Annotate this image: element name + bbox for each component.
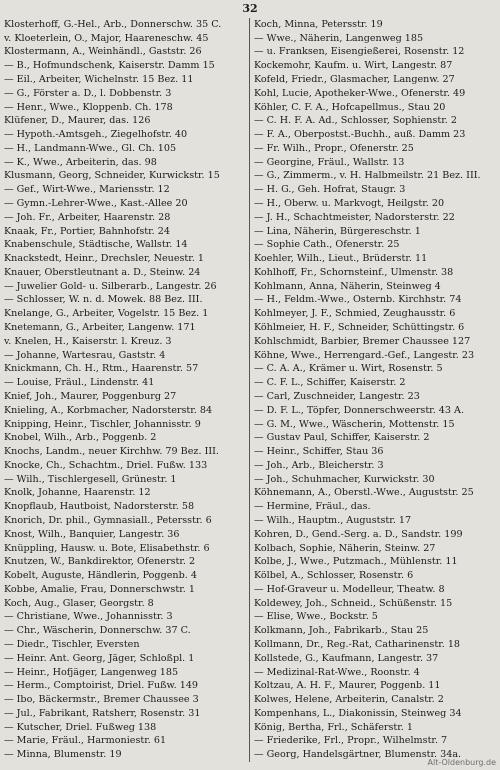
directory-entry: Klusmann, Georg, Schneider, Kurwickstr. 15	[4, 170, 220, 182]
left-column	[4, 18, 246, 762]
watermark: Alt-Oldenburg.de	[427, 758, 496, 767]
directory-entry: Kofeld, Friedr., Glasmacher, Langenw. 27	[254, 73, 455, 85]
directory-entry: Kohl, Lucie, Apotheker-Wwe., Ofenerstr. 49	[254, 87, 466, 99]
directory-entry: König, Bertha, Frl., Schäferstr. 1	[254, 721, 413, 733]
directory-entry: — C. A. A., Krämer u. Wirt, Rosenstr. 5	[254, 363, 443, 375]
directory-entry: Knieling, A., Korbmacher, Nadorsterstr. 84	[4, 404, 213, 416]
directory-entry: — Marie, Fräul., Harmoniestr. 61	[4, 735, 167, 747]
directory-entry: v. Kloeterlein, O., Major, Haareneschw. 45	[4, 32, 209, 44]
directory-entry: Klostermann, A., Weinhändl., Gaststr. 26	[4, 46, 202, 58]
directory-entry: — Heinr., Schiffer, Stau 36	[254, 446, 384, 458]
directory-entry: — Heinr. Ant. Georg, Jäger, Schloßpl. 1	[4, 652, 195, 664]
directory-entry: Klüfener, D., Maurer, das. 126	[4, 115, 151, 127]
directory-entry: — Wwe., Näherin, Langenweg 185	[254, 32, 424, 44]
directory-entry: — H., Landmann-Wwe., Gl. Ch. 105	[4, 142, 177, 154]
directory-entry: Knorich, Dr. phil., Gymnasiall., Petersstr. 6	[4, 514, 212, 526]
directory-entry: Kölbel, A., Schlosser, Rosenstr. 6	[254, 570, 414, 582]
directory-entry: — H. G., Geh. Hofrat, Staugr. 3	[254, 184, 406, 196]
directory-entry: — Hof-Graveur u. Modelleur, Theatw. 8	[254, 583, 445, 595]
directory-entry: Kollstede, G., Kaufmann, Langestr. 37	[254, 652, 439, 664]
directory-entry: — Fr. Wilh., Propr., Ofenerstr. 25	[254, 142, 414, 154]
directory-entry: Kolbe, J., Wwe., Putzmach., Mühlenstr. 11	[254, 556, 458, 568]
directory-entry: — Wilh., Hauptm., Auguststr. 17	[254, 514, 412, 526]
directory-entry: — Hermine, Fräul., das.	[254, 501, 371, 513]
directory-entry: Knolk, Johanne, Haarenstr. 12	[4, 487, 151, 499]
directory-entry: Knipping, Heinr., Tischler, Johannisstr. 9	[4, 418, 201, 430]
directory-entry: — Ibo, Bäckermstr., Bremer Chaussee 3	[4, 694, 199, 706]
directory-entry: — G., Förster a. D., l. Dobbenstr. 3	[4, 87, 172, 99]
directory-entry: — Carl, Zuschneider, Langestr. 23	[254, 390, 420, 402]
directory-entry: — D. F. L., Töpfer, Donnerschweerstr. 43 A.	[254, 404, 465, 416]
directory-entry: — u. Franksen, Eisengießerei, Rosenstr. 12	[254, 46, 465, 58]
directory-entry: — Louise, Fräul., Lindenstr. 41	[4, 377, 155, 389]
directory-entry: — Chr., Wäscherin, Donnerschw. 37 C.	[4, 625, 191, 637]
directory-entry: Knaak, Fr., Portier, Bahnhofstr. 24	[4, 225, 170, 237]
directory-entry: Knabenschule, Städtische, Wallstr. 14	[4, 239, 188, 251]
directory-entry: v. Knelen, H., Kaiserstr. l. Kreuz. 3	[4, 335, 172, 347]
directory-entry: — Wilh., Tischlergesell, Grünestr. 1	[4, 473, 177, 485]
directory-entry: Knüppling, Hausw. u. Bote, Elisabethstr. 6	[4, 542, 210, 554]
directory-entry: Koldewey, Joh., Schneid., Schüßenstr. 15	[254, 597, 453, 609]
directory-entry: — C. F. L., Schiffer, Kaiserstr. 2	[254, 377, 406, 389]
directory-entry: Knief, Joh., Maurer, Poggenburg 27	[4, 390, 177, 402]
directory-entry: Kobbe, Amalie, Frau, Donnerschwstr. 1	[4, 583, 195, 595]
directory-entry: — J. H., Schachtmeister, Nadorsterstr. 22	[254, 211, 455, 223]
directory-entry: — C. H. F. A. Ad., Schlosser, Sophienstr. 2	[254, 115, 457, 127]
directory-entry: — Jul., Fabrikant, Ratsherr, Rosenstr. 31	[4, 707, 201, 719]
directory-entry: — Schlosser, W. n. d. Mowek. 88 Bez. III.	[4, 294, 203, 306]
directory-entry: — F. A., Oberpostst.-Buchh., auß. Damm 23	[254, 129, 466, 141]
directory-entry: Koehler, Wilh., Lieut., Brüderstr. 11	[254, 253, 428, 265]
directory-entry: Kompenhans, L., Diakonissin, Steinweg 34	[254, 707, 462, 719]
directory-entry: Koltzau, A. H. F., Maurer, Poggenb. 11	[254, 680, 441, 692]
directory-entry: Knocke, Ch., Schachtm., Driel. Fußw. 133	[4, 459, 208, 471]
directory-entry: — Minna, Blumenstr. 19	[4, 749, 122, 761]
directory-entry: — G. M., Wwe., Wäscherin, Mottenstr. 15	[254, 418, 455, 430]
directory-entry: Kolbach, Sophie, Näherin, Steinw. 27	[254, 542, 436, 554]
directory-entry: — Eil., Arbeiter, Wichelnstr. 15 Bez. 11	[4, 73, 194, 85]
directory-entry: — Elise, Wwe., Bockstr. 5	[254, 611, 378, 623]
directory-entry: Kolkmann, Joh., Fabrikarb., Stau 25	[254, 625, 429, 637]
directory-entry: — B., Hofmundschenk, Kaiserstr. Damm 15	[4, 60, 215, 72]
directory-entry: — Joh. Fr., Arbeiter, Haarenstr. 28	[4, 211, 171, 223]
directory-entry: — Georgine, Fräul., Wallstr. 13	[254, 156, 405, 168]
directory-entry: Kobelt, Auguste, Händlerin, Poggenb. 4	[4, 570, 197, 582]
directory-entry: Koch, Aug., Glaser, Georgstr. 8	[4, 597, 154, 609]
directory-entry: — Joh., Arb., Bleicherstr. 3	[254, 459, 384, 471]
directory-entry: — Georg, Handelsgärtner, Blumenstr. 34a.	[254, 749, 462, 761]
directory-entry: — H., Feldm.-Wwe., Osternb. Kirchhstr. 74	[254, 294, 462, 306]
directory-entry: Koch, Minna, Petersstr. 19	[254, 18, 383, 30]
column-divider	[249, 18, 250, 762]
directory-entry: — K., Wwe., Arbeiterin, das. 98	[4, 156, 157, 168]
directory-entry: Knauer, Oberstleutnant a. D., Steinw. 24	[4, 266, 201, 278]
directory-entry: — Johanne, Wartesrau, Gaststr. 4	[4, 349, 166, 361]
page-number: 32	[242, 2, 258, 15]
directory-entry: Kockemohr, Kaufm. u. Wirt, Langestr. 87	[254, 60, 453, 72]
directory-entry: — Lina, Näherin, Bürgereschstr. 1	[254, 225, 421, 237]
directory-entry: Knochs, Landm., neuer Kirchhw. 79 Bez. III.	[4, 446, 219, 458]
directory-entry: Köhne, Wwe., Herrengard.-Gef., Langestr. 23	[254, 349, 475, 361]
directory-entry: Knobel, Wilh., Arb., Poggenb. 2	[4, 432, 157, 444]
directory-entry: Kolwes, Helene, Arbeiterin, Canalstr. 2	[254, 694, 444, 706]
directory-entry: Knackstedt, Heinr., Drechsler, Neuestr. 1	[4, 253, 205, 265]
directory-entry: Kohlschmidt, Barbier, Bremer Chaussee 127	[254, 335, 471, 347]
directory-entry: — G., Zimmerm., v. H. Halbmeilstr. 21 Bez. III.	[254, 170, 481, 182]
directory-entry: Kohlmann, Anna, Näherin, Steinweg 4	[254, 280, 441, 292]
directory-entry: — Christiane, Wwe., Johannisstr. 3	[4, 611, 173, 623]
directory-entry: Knickmann, Ch. H., Rtm., Haarenstr. 57	[4, 363, 199, 375]
directory-entry: — Friederike, Frl., Propr., Wilhelmstr. 7	[254, 735, 448, 747]
directory-entry: Köhlmeier, H. F., Schneider, Schüttingstr. 6	[254, 322, 465, 334]
directory-entry: — Diedr., Tischler, Eversten	[4, 639, 140, 651]
directory-entry: Knetemann, G., Arbeiter, Langenw. 171	[4, 322, 196, 334]
directory-entry: Köhler, C. F. A., Hofcapellmus., Stau 20	[254, 101, 446, 113]
directory-entry: — Juwelier Gold- u. Silberarb., Langestr. 26	[4, 280, 217, 292]
directory-entry: — Hypoth.-Amtsgeh., Ziegelhofstr. 40	[4, 129, 188, 141]
directory-entry: — Henr., Wwe., Kloppenb. Ch. 178	[4, 101, 173, 113]
directory-entry: — Gymn.-Lehrer-Wwe., Kast.-Allee 20	[4, 198, 188, 210]
directory-entry: — Gef., Wirt-Wwe., Mariensstr. 12	[4, 184, 170, 196]
directory-entry: Kohlmeyer, J. F., Schmied, Zeughausstr. 6	[254, 308, 456, 320]
directory-entry: — Kutscher, Driel. Fußweg 138	[4, 721, 157, 733]
directory-entry: — Heinr., Hofjäger, Langenweg 185	[4, 666, 179, 678]
directory-entry: — Gustav Paul, Schiffer, Kaiserstr. 2	[254, 432, 430, 444]
directory-entry: Kollmann, Dr., Reg.-Rat, Catharinenstr. 18	[254, 639, 461, 651]
directory-entry: Kohlhoff, Fr., Schornsteinf., Ulmenstr. 38	[254, 266, 454, 278]
directory-entry: Köhnemann, A., Oberstl.-Wwe., Auguststr. 25	[254, 487, 474, 499]
directory-entry: — H., Oberw. u. Markvogt, Heilgstr. 20	[254, 198, 445, 210]
directory-entry: Kohren, D., Gend.-Serg. a. D., Sandstr. 199	[254, 528, 463, 540]
directory-entry: — Herm., Comptoirist, Driel. Fußw. 149	[4, 680, 199, 692]
directory-entry: Knutzen, W., Bankdirektor, Ofenerstr. 2	[4, 556, 196, 568]
directory-entry: — Sophie Cath., Ofenerstr. 25	[254, 239, 400, 251]
right-column	[254, 18, 496, 762]
directory-entry: — Joh., Schuhmacher, Kurwickstr. 30	[254, 473, 435, 485]
directory-entry: Knost, Wilh., Banquier, Langestr. 36	[4, 528, 180, 540]
directory-entry: Knopflaub, Hautboist, Nadorsterstr. 58	[4, 501, 195, 513]
directory-entry: — Medizinal-Rat-Wwe., Roonstr. 4	[254, 666, 420, 678]
directory-entry: Klosterhoff, G.-Hel., Arb., Donnerschw. 35 C.	[4, 18, 222, 30]
directory-entry: Knelange, G., Arbeiter, Vogelstr. 15 Bez. 1	[4, 308, 209, 320]
